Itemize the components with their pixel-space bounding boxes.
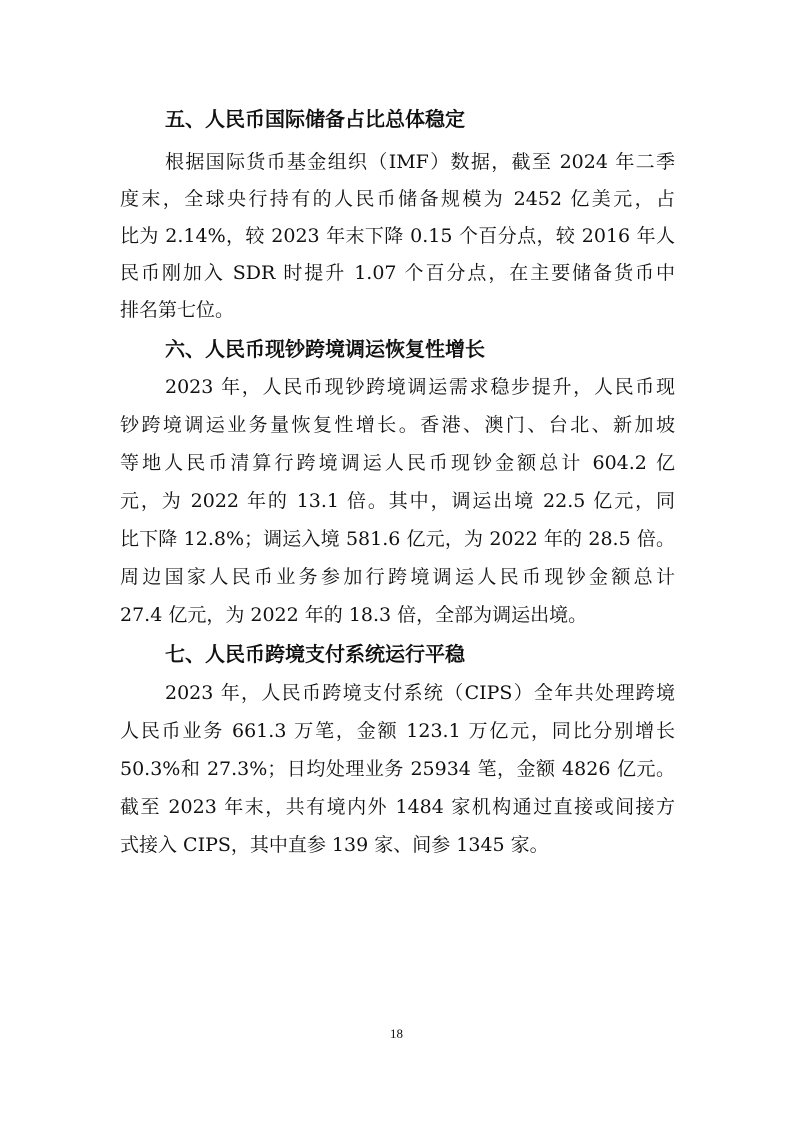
section-heading-7: 七、人民币跨境支付系统运行平稳 [165, 642, 465, 666]
paragraph-line: 2023 年，人民币现钞跨境调运需求稳步提升，人民币现 [165, 376, 675, 398]
page-number: 18 [390, 1026, 403, 1041]
section-heading-6: 六、人民币现钞跨境调运恢复性增长 [165, 337, 485, 361]
paragraph-line: 元，为 2022 年的 13.1 倍。其中，调运出境 22.5 亿元，同 [120, 490, 675, 512]
paragraph-line: 度末，全球央行持有的人民币储备规模为 2452 亿美元，占 [120, 188, 675, 210]
paragraph-line: 人民币业务 661.3 万笔，金额 123.1 万亿元，同比分别增长 [120, 720, 675, 742]
paragraph-line: 比为 2.14%，较 2023 年末下降 0.15 个百分点，较 2016 年人 [120, 225, 675, 247]
paragraph-line: 周边国家人民币业务参加行跨境调运人民币现钞金额总计 [120, 566, 675, 588]
paragraph-line: 比下降 12.8%；调运入境 581.6 亿元，为 2022 年的 28.5 倍。 [120, 528, 675, 550]
paragraph-line: 截至 2023 年末，共有境内外 1484 家机构通过直接或间接方 [120, 796, 675, 818]
paragraph-line: 50.3%和 27.3%；日均处理业务 25934 笔，金额 4826 亿元。 [120, 758, 675, 780]
paragraph-line: 式接入 CIPS，其中直参 139 家、间参 1345 家。 [120, 834, 549, 856]
paragraph-line: 2023 年，人民币跨境支付系统（CIPS）全年共处理跨境 [165, 682, 675, 704]
paragraph-line: 排名第七位。 [120, 299, 235, 321]
paragraph-line: 根据国际货币基金组织（IMF）数据，截至 2024 年二季 [165, 151, 675, 173]
paragraph-line: 民币刚加入 SDR 时提升 1.07 个百分点，在主要储备货币中 [120, 262, 675, 284]
paragraph-line: 27.4 亿元，为 2022 年的 18.3 倍，全部为调运出境。 [120, 604, 588, 626]
paragraph-line: 等地人民币清算行跨境调运人民币现钞金额总计 604.2 亿 [120, 452, 675, 474]
section-heading-5: 五、人民币国际储备占比总体稳定 [165, 107, 465, 131]
paragraph-line: 钞跨境调运业务量恢复性增长。香港、澳门、台北、新加坡 [120, 414, 675, 436]
